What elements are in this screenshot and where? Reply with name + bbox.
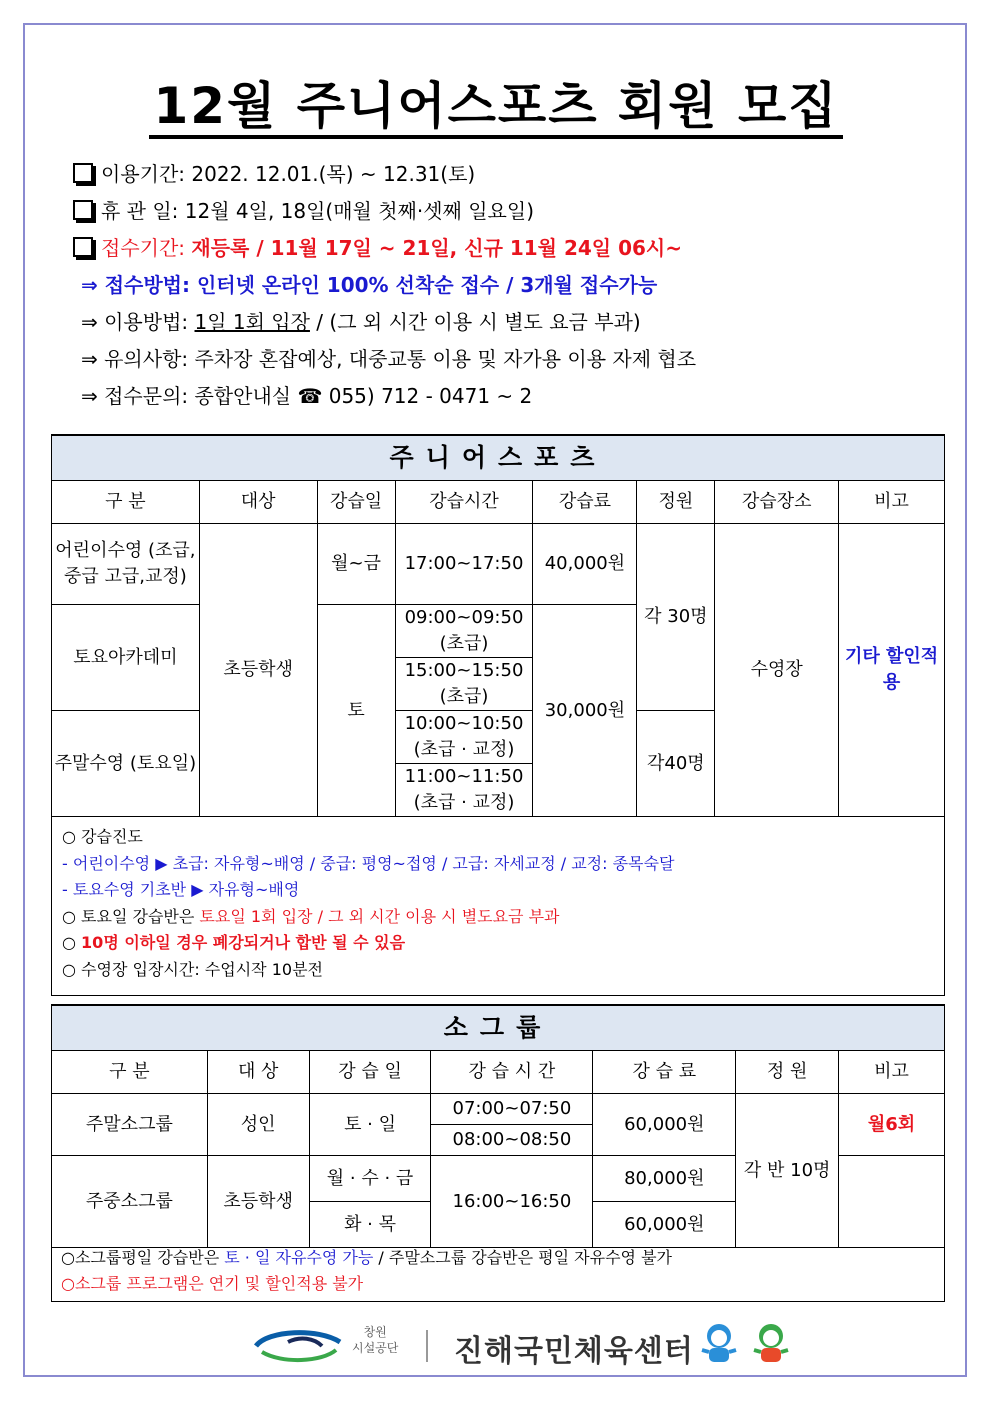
org-name: 창원 시설공단	[352, 1325, 399, 1355]
place-cell: 수영장	[715, 524, 839, 817]
time-cell: 07:00~07:50	[431, 1094, 593, 1125]
info-section	[73, 156, 953, 415]
fee-cell: 60,000원	[593, 1202, 736, 1248]
junior-notes	[51, 810, 945, 996]
days-cell: 월 · 수 · 금	[309, 1156, 431, 1202]
registration-row: 접수기간: 재등록 / 11월 17일 ~ 21일, 신규 11월 24일 06시~	[73, 230, 953, 267]
note-line: - 토요수영 기초반 ▶ 자유형~배영	[62, 880, 300, 899]
target-cell: 초등학생	[207, 1156, 309, 1248]
small-table-caption: 소그룹	[52, 1005, 945, 1051]
fee-cell: 80,000원	[593, 1156, 736, 1202]
period-row: 이용기간: 2022. 12.01.(목) ~ 12.31(토)	[73, 156, 953, 193]
checkbox-icon	[73, 200, 93, 220]
org-logo-icon	[248, 1324, 368, 1368]
fee-cell: 40,000원	[533, 524, 637, 605]
note-line: - 어린이수영 ▶ 초급: 자유형~배영 / 중급: 평영~접영 / 고급: 자세교정 / 교정: 종목숙달	[62, 853, 675, 873]
days-cell: 토 · 일	[309, 1094, 431, 1156]
time-cell: 11:00~11:50 (초급 · 교정)	[395, 764, 533, 817]
remark-cell: 기타 할인적용	[839, 524, 945, 817]
capacity-cell: 각 30명	[637, 524, 715, 711]
note-line: ○ 10명 이하일 경우 폐강되거나 합반 될 수 있음	[62, 933, 406, 952]
page-title: 12월 주니어스포츠 회원 모집	[0, 78, 992, 134]
days-cell: 토	[317, 605, 395, 817]
time-cell: 08:00~08:50	[431, 1125, 593, 1156]
junior-sports-table	[51, 434, 945, 817]
note-line: ○소그룹평일 강습반은 토 · 일 자유수영 가능 / 주말소그룹 강습반은 평일 자유수영 불가	[61, 1248, 672, 1267]
program-sat-academy: 토요아카데미	[52, 605, 200, 711]
note-line: ○ 토요일 강습반은 토요일 1회 입장 / 그 외 시간 이용 시 별도요금 부과	[62, 906, 560, 926]
time-cell: 15:00~15:50 (초급)	[395, 658, 533, 711]
closed-row: 휴 관 일: 12월 4일, 18일(매월 첫째·셋째 일요일)	[73, 193, 953, 230]
center-name: 진해국민체육센터	[454, 1334, 694, 1369]
col-header: 비고	[839, 481, 945, 524]
usage-row: ⇒ 이용방법: 1일 1회 입장 / (그 외 시간 이용 시 별도 요금 부과)	[81, 310, 641, 334]
col-header: 강 습 일	[309, 1051, 431, 1094]
caution-row: ⇒ 유의사항: 주차장 혼잡예상, 대중교통 이용 및 자가용 이용 자제 협조	[81, 347, 697, 371]
program-weekend-group: 주말소그룹	[52, 1094, 208, 1156]
remark-cell	[839, 1156, 945, 1248]
program-weekday-group: 주중소그룹	[52, 1156, 208, 1248]
target-cell: 성인	[207, 1094, 309, 1156]
junior-table-caption: 주니어스포츠	[52, 435, 945, 481]
col-header: 강습장소	[715, 481, 839, 524]
fee-cell: 30,000원	[533, 605, 637, 817]
footer-divider	[426, 1330, 428, 1362]
time-cell: 17:00~17:50	[395, 524, 533, 605]
phone-icon: ☎	[297, 384, 323, 408]
col-header: 대 상	[207, 1051, 309, 1094]
capacity-cell: 각 반 10명	[736, 1094, 839, 1248]
program-weekend-swim: 주말수영 (토요일)	[52, 711, 200, 817]
note-line: ○ 강습진도	[62, 827, 143, 846]
small-group-notes	[51, 1242, 945, 1302]
mascot-green-icon	[748, 1320, 794, 1370]
days-cell: 화 · 목	[309, 1202, 431, 1248]
days-cell: 월~금	[317, 524, 395, 605]
col-header: 정 원	[736, 1051, 839, 1094]
program-kids-swim: 어린이수영 (조급,중급 고급,교정)	[52, 524, 200, 605]
col-header: 강 습 료	[593, 1051, 736, 1094]
footer	[248, 1318, 808, 1374]
note-line: ○소그룹 프로그램은 연기 및 할인적용 불가	[61, 1274, 364, 1293]
capacity-cell: 각40명	[637, 711, 715, 817]
time-cell: 09:00~09:50 (초급)	[395, 605, 533, 658]
contact-row: ⇒ 접수문의: 종합안내실 ☎ 055) 712 - 0471 ~ 2	[81, 384, 533, 408]
col-header: 강습일	[317, 481, 395, 524]
col-header: 정원	[637, 481, 715, 524]
col-header: 비고	[839, 1051, 945, 1094]
method-row: ⇒ 접수방법: 인터넷 온라인 100% 선착순 접수 / 3개월 접수가능	[81, 273, 658, 297]
checkbox-icon	[73, 163, 93, 183]
col-header: 강습시간	[395, 481, 533, 524]
checkbox-icon	[73, 237, 93, 257]
time-cell: 10:00~10:50 (초급 · 교정)	[395, 711, 533, 764]
col-header: 구 분	[52, 481, 200, 524]
col-header: 강습료	[533, 481, 637, 524]
col-header: 구 분	[52, 1051, 208, 1094]
target-cell: 초등학생	[199, 524, 317, 817]
remark-cell: 월6회	[839, 1094, 945, 1156]
time-cell: 16:00~16:50	[431, 1156, 593, 1248]
mascot-blue-icon	[696, 1320, 742, 1370]
col-header: 대상	[199, 481, 317, 524]
col-header: 강 습 시 간	[431, 1051, 593, 1094]
note-line: ○ 수영장 입장시간: 수업시작 10분전	[62, 959, 323, 979]
small-group-table	[51, 1004, 945, 1248]
fee-cell: 60,000원	[593, 1094, 736, 1156]
